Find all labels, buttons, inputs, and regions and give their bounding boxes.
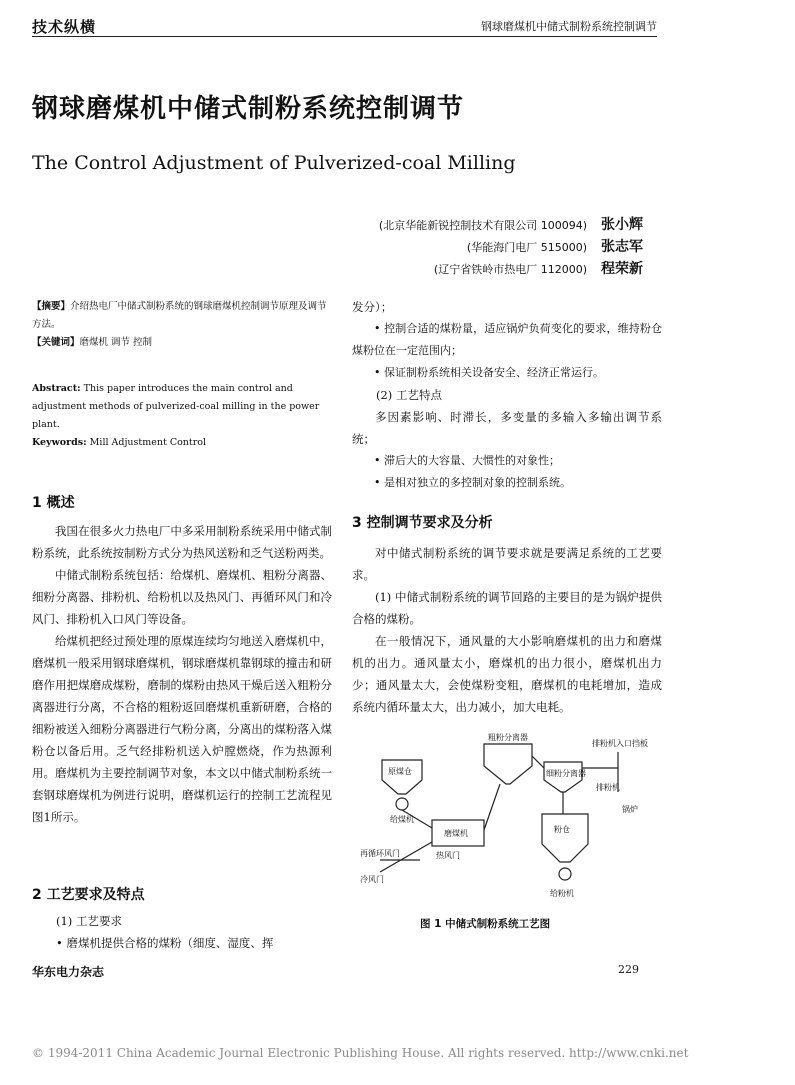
label-pulv-bin: 粉仓	[554, 825, 570, 834]
coarse-separator-shape	[484, 744, 532, 784]
figure-caption: 图 1 中储式制粉系统工艺图	[420, 918, 551, 930]
section-2-heading: 2 工艺要求及特点	[32, 887, 145, 903]
abstract-text: 介绍热电厂中储式制粉系统的钢球磨煤机控制调节原理及调节方法。	[32, 301, 327, 330]
section-3-heading: 3 控制调节要求及分析	[352, 515, 493, 531]
abstract-en	[32, 380, 332, 452]
author-2	[467, 236, 657, 256]
paragraph: 在一般情况下，通风量的大小影响磨煤机的出力和磨煤机的出力。通风量太小，磨煤机的出力很小，磨煤机出力少；通风量太大，会使煤粉变粗，磨煤机的电耗增加，造成系统内循环量太大，出力减小，加大电耗。	[352, 634, 662, 714]
author-name: 程荣新	[601, 261, 643, 277]
article-title-en: The Control Adjustment of Pulverized-coal Milling	[32, 152, 516, 174]
section-3-body	[352, 542, 662, 718]
paragraph: 我国在很多火力热电厂中多采用制粉系统采用中储式制粉系统，此系统按制粉方式分为热风送粉和乏气送粉两类。	[32, 524, 332, 560]
paragraph: (1) 中储式制粉系统的调节回路的主要目的是为锅炉提供合格的煤粉。	[352, 590, 662, 626]
paragraph: 中储式制粉系统包括：给煤机、磨煤机、粗粉分离器、细粉分离器、排粉机、给粉机以及热风门、再循环风门和冷风门、排粉机入口风门等设备。	[32, 568, 332, 626]
journal-name: 华东电力杂志	[32, 965, 105, 979]
author-name: 张小辉	[601, 217, 643, 233]
section-1-body	[32, 520, 332, 828]
subheading: (1) 工艺要求	[56, 914, 122, 928]
keywords-en-label: Keywords:	[32, 437, 87, 448]
author-affiliation: (华能海门电厂 515000)	[466, 241, 587, 254]
running-title: 钢球磨煤机中储式制粉系统控制调节	[481, 20, 657, 33]
copyright-notice: © 1994-2011 China Academic Journal Electronic Publishing House. All rights reserved. http://www.cnki.net	[32, 1046, 689, 1060]
paragraph: 给煤机把经过预处理的原煤连续均匀地送入磨煤机中，磨煤机一般采用钢球磨煤机，钢球磨煤机靠钢球的撞击和研磨作用把煤磨成煤粉，磨制的煤粉由热风干燥后送入粗粉分离器进行分离，不合格的粗粉返回磨煤机重新研磨，合格的细粉被送入细粉分离器进行气粉分离，分离出的煤粉落入煤粉仓以备后用。乏气经排粉机送入炉膛燃烧，作为热源利用。磨煤机为主要控制调节对象，本文以中储式制粉系统一套钢球磨煤机为例进行说明，磨煤机运行的控制工艺流程见图1所示。	[32, 634, 332, 824]
label-separator: 细粉分离器	[546, 769, 586, 778]
paragraph: 对中储式制粉系统的调节要求就是要满足系统的工艺要求。	[352, 546, 662, 582]
label-fan-inlet: 排粉机入口挡板	[592, 739, 648, 748]
author-affiliation: (北京华能新锐控制技术有限公司 100094)	[378, 219, 587, 232]
abstract-cn	[32, 298, 332, 352]
coal-bin-shape	[382, 760, 422, 794]
abstract-en-text: This paper introduces the main control and adjustment methods of pulverized-coal milling in the power plant.	[32, 383, 320, 430]
label-cold-air: 冷风门	[360, 875, 384, 884]
keywords-text: 磨煤机 调节 控制	[79, 337, 153, 348]
bullet-item: • 是相对独立的多控制对象的控制系统。	[374, 476, 571, 489]
bullet-item: • 保证制粉系统相关设备安全、经济正常运行。	[374, 366, 604, 379]
powder-feeder-shape	[559, 868, 571, 880]
label-exhaust-fan: 排粉机	[596, 783, 620, 792]
section-2-right-body	[352, 296, 662, 494]
label-recirc: 再循环风门	[360, 849, 400, 858]
bullet-item: • 磨煤机提供合格的煤粉（细度、湿度、挥	[56, 936, 274, 950]
label-boiler: 锅炉	[622, 805, 638, 814]
process-diagram	[360, 732, 660, 907]
label-hot-air: 热风门	[436, 851, 460, 860]
author-name: 张志军	[601, 239, 643, 255]
section-1-heading: 1 概述	[32, 495, 75, 511]
label-feeder: 给煤机	[390, 815, 414, 824]
header-rule	[32, 36, 657, 37]
label-powder-feeder: 给粉机	[550, 889, 574, 898]
keywords-en-text: Mill Adjustment Control	[89, 437, 207, 448]
bullet-item: • 控制合适的煤粉量，适应锅炉负荷变化的要求，维持粉仓煤粉位在一定范围内；	[352, 322, 662, 357]
abstract-label: 【摘要】	[32, 301, 71, 312]
author-1	[379, 214, 657, 234]
subheading: (2) 工艺特点	[376, 388, 442, 402]
label-coal-bin: 原煤仓	[388, 767, 412, 776]
author-3	[434, 258, 657, 278]
label-coarse: 粗粉分离器	[488, 733, 528, 742]
keywords-label: 【关键词】	[32, 337, 80, 348]
author-affiliation: (辽宁省铁岭市热电厂 112000)	[433, 263, 587, 276]
abstract-en-label: Abstract:	[32, 383, 81, 394]
feeder-shape	[396, 798, 408, 810]
bullet-item: • 滞后大的大容量、大惯性的对象性；	[374, 454, 560, 467]
continued-text: 发分）；	[352, 300, 393, 314]
paragraph: 多因素影响、时滞长，多变量的多输入多输出调节系统；	[352, 410, 662, 446]
page-number: 229	[618, 963, 639, 976]
article-title-cn: 钢球磨煤机中储式制粉系统控制调节	[32, 94, 465, 124]
column-label: 技术纵横	[32, 18, 97, 36]
label-mill: 磨煤机	[444, 829, 468, 838]
section-2-left-body	[32, 910, 332, 954]
powder-bin-shape	[542, 814, 588, 862]
